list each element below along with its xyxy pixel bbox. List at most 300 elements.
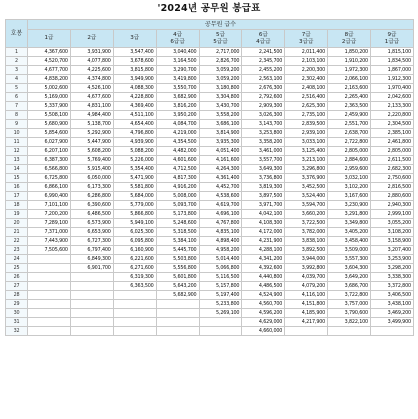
salary-cell xyxy=(28,264,71,273)
table-row xyxy=(6,210,414,219)
salary-cell: 3,102,200 xyxy=(328,183,371,192)
salary-cell: 5,779,000 xyxy=(113,201,156,210)
salary-cell: 2,676,300 xyxy=(242,84,285,93)
salary-cell: 3,558,200 xyxy=(199,111,242,120)
salary-cell: 3,253,800 xyxy=(242,129,285,138)
salary-cell: 5,337,900 xyxy=(28,102,71,111)
grade-header-secondary: 4급급 xyxy=(256,38,271,45)
salary-cell: 3,757,000 xyxy=(328,300,371,309)
salary-cell: 2,638,700 xyxy=(328,129,371,138)
table-row xyxy=(6,237,414,246)
grade-header-primary: 7급 xyxy=(301,31,311,38)
grade-header-secondary: 1급급 xyxy=(384,38,400,45)
salary-cell: 3,944,000 xyxy=(285,255,328,264)
step-cell: 29 xyxy=(6,300,28,309)
salary-cell: 4,108,300 xyxy=(242,219,285,228)
grade-header-3 xyxy=(113,30,156,48)
salary-cell xyxy=(371,327,414,336)
salary-cell: 4,831,100 xyxy=(70,102,113,111)
salary-cell: 4,354,500 xyxy=(156,138,199,147)
grade-header-primary: 4급 xyxy=(173,31,183,38)
salary-cell: 3,059,200 xyxy=(199,66,242,75)
salary-cell: 2,563,100 xyxy=(242,75,285,84)
salary-cell: 3,649,200 xyxy=(328,273,371,282)
salary-cell: 3,649,300 xyxy=(242,165,285,174)
salary-cell xyxy=(28,300,71,309)
salary-cell: 3,790,600 xyxy=(328,309,371,318)
salary-cell: 4,526,100 xyxy=(70,84,113,93)
salary-cell: 3,338,300 xyxy=(371,273,414,282)
salary-cell: 3,992,800 xyxy=(285,264,328,273)
salary-cell: 5,002,600 xyxy=(28,84,71,93)
salary-cell: 4,225,600 xyxy=(70,66,113,75)
salary-cell: 2,792,600 xyxy=(242,93,285,102)
table-row xyxy=(6,264,414,273)
salary-cell: 4,524,900 xyxy=(242,291,285,300)
salary-cell: 3,594,700 xyxy=(285,201,328,210)
salary-cell: 4,601,600 xyxy=(156,156,199,165)
salary-cell: 3,406,500 xyxy=(371,291,414,300)
salary-cell xyxy=(28,318,71,327)
salary-cell: 5,226,000 xyxy=(113,156,156,165)
salary-cell: 3,349,800 xyxy=(328,219,371,228)
table-row xyxy=(6,255,414,264)
salary-cell xyxy=(285,327,328,336)
salary-cell: 3,372,800 xyxy=(371,282,414,291)
salary-cell: 2,066,100 xyxy=(328,75,371,84)
salary-cell: 2,461,800 xyxy=(371,138,414,147)
salary-cell: 4,796,800 xyxy=(113,129,156,138)
step-cell: 4 xyxy=(6,75,28,84)
salary-cell: 7,505,600 xyxy=(28,246,71,255)
salary-cell: 3,180,800 xyxy=(199,84,242,93)
salary-cell: 2,459,900 xyxy=(328,111,371,120)
grade-header-primary: 9급 xyxy=(387,31,397,38)
salary-cell xyxy=(70,309,113,318)
grade-group-header: 공무원 급수 xyxy=(28,20,414,30)
step-column-header: 호봉 xyxy=(6,20,28,48)
salary-cell: 3,419,800 xyxy=(156,75,199,84)
salary-cell: 3,026,300 xyxy=(242,111,285,120)
salary-cell: 4,452,700 xyxy=(199,183,242,192)
table-row xyxy=(6,147,414,156)
step-cell: 1 xyxy=(6,48,28,57)
salary-cell: 3,950,200 xyxy=(156,111,199,120)
salary-cell: 4,172,000 xyxy=(242,228,285,237)
salary-cell: 2,625,300 xyxy=(285,102,328,111)
salary-cell: 5,384,100 xyxy=(156,237,199,246)
salary-cell: 3,722,500 xyxy=(285,219,328,228)
salary-cell: 4,341,200 xyxy=(242,255,285,264)
salary-cell: 4,077,800 xyxy=(70,57,113,66)
salary-cell: 4,596,200 xyxy=(242,309,285,318)
salary-cell: 5,503,800 xyxy=(156,255,199,264)
salary-cell: 1,970,400 xyxy=(371,84,414,93)
grade-header-4 xyxy=(156,30,199,48)
salary-cell: 5,093,700 xyxy=(156,201,199,210)
salary-cell: 3,686,700 xyxy=(328,282,371,291)
salary-cell: 4,486,500 xyxy=(242,282,285,291)
salary-cell: 7,443,900 xyxy=(28,237,71,246)
salary-cell xyxy=(156,327,199,336)
salary-cell: 2,200,300 xyxy=(285,66,328,75)
grade-header-primary: 3급 xyxy=(130,35,140,41)
salary-cell: 5,318,500 xyxy=(156,228,199,237)
salary-cell: 3,935,300 xyxy=(199,138,242,147)
salary-cell: 3,557,700 xyxy=(242,156,285,165)
salary-cell: 1,815,100 xyxy=(371,48,414,57)
salary-cell: 3,438,100 xyxy=(371,300,414,309)
salary-cell: 3,524,400 xyxy=(285,192,328,201)
salary-cell: 6,390,600 xyxy=(70,201,113,210)
table-row xyxy=(6,66,414,75)
step-cell: 26 xyxy=(6,273,28,282)
salary-cell: 4,538,600 xyxy=(199,192,242,201)
salary-cell: 5,088,200 xyxy=(113,147,156,156)
grade-header-6 xyxy=(242,30,285,48)
salary-cell: 6,173,300 xyxy=(70,183,113,192)
salary-cell: 4,984,400 xyxy=(70,111,113,120)
salary-cell: 4,511,100 xyxy=(113,111,156,120)
salary-cell: 4,712,500 xyxy=(156,165,199,174)
salary-cell: 6,027,900 xyxy=(28,138,71,147)
grade-header-primary: 5급 xyxy=(215,31,225,38)
salary-cell: 5,292,900 xyxy=(70,129,113,138)
salary-cell: 5,066,800 xyxy=(199,264,242,273)
table-row xyxy=(6,102,414,111)
salary-cell: 3,125,400 xyxy=(285,147,328,156)
salary-cell: 3,461,000 xyxy=(242,147,285,156)
grade-header-row xyxy=(6,30,414,48)
salary-cell: 3,949,900 xyxy=(113,75,156,84)
step-cell: 21 xyxy=(6,228,28,237)
salary-cell: 5,684,000 xyxy=(113,192,156,201)
salary-cell: 6,725,800 xyxy=(28,174,71,183)
salary-cell: 2,241,500 xyxy=(242,48,285,57)
salary-cell xyxy=(113,291,156,300)
salary-cell: 3,722,800 xyxy=(328,291,371,300)
step-cell: 28 xyxy=(6,291,28,300)
step-cell: 13 xyxy=(6,156,28,165)
salary-cell: 3,230,900 xyxy=(328,201,371,210)
table-row xyxy=(6,120,414,129)
salary-cell: 5,915,400 xyxy=(70,165,113,174)
salary-cell: 2,304,500 xyxy=(371,120,414,129)
salary-cell: 6,573,900 xyxy=(70,219,113,228)
salary-cell: 3,358,200 xyxy=(242,138,285,147)
salary-cell: 6,221,600 xyxy=(113,255,156,264)
step-cell: 22 xyxy=(6,237,28,246)
salary-cell: 2,133,300 xyxy=(371,102,414,111)
salary-cell xyxy=(199,318,242,327)
salary-cell: 3,059,200 xyxy=(199,75,242,84)
salary-cell: 3,822,100 xyxy=(328,318,371,327)
step-cell: 30 xyxy=(6,309,28,318)
salary-cell: 3,430,700 xyxy=(199,102,242,111)
salary-cell: 2,265,400 xyxy=(328,93,371,102)
salary-cell: 2,385,100 xyxy=(371,129,414,138)
salary-cell: 4,217,900 xyxy=(285,318,328,327)
salary-table xyxy=(5,19,414,336)
table-row xyxy=(6,228,414,237)
salary-cell: 5,508,100 xyxy=(28,111,71,120)
step-cell: 31 xyxy=(6,318,28,327)
salary-cell: 5,014,400 xyxy=(199,255,242,264)
salary-cell: 3,604,300 xyxy=(328,264,371,273)
grade-header-primary: 2급 xyxy=(87,35,97,41)
salary-cell: 3,814,900 xyxy=(199,129,242,138)
salary-cell xyxy=(28,291,71,300)
salary-cell: 5,354,400 xyxy=(113,165,156,174)
salary-cell: 3,213,100 xyxy=(285,156,328,165)
salary-cell: 3,547,400 xyxy=(113,48,156,57)
step-cell: 8 xyxy=(6,111,28,120)
salary-cell: 6,566,800 xyxy=(28,165,71,174)
salary-cell: 5,233,800 xyxy=(199,300,242,309)
salary-cell: 4,051,400 xyxy=(199,147,242,156)
salary-cell: 5,138,700 xyxy=(70,120,113,129)
salary-cell xyxy=(113,309,156,318)
salary-cell: 4,838,200 xyxy=(28,75,71,84)
table-row xyxy=(6,174,414,183)
step-cell: 9 xyxy=(6,120,28,129)
table-row xyxy=(6,93,414,102)
salary-cell xyxy=(28,282,71,291)
salary-cell: 4,084,700 xyxy=(156,120,199,129)
salary-cell: 3,660,200 xyxy=(285,210,328,219)
salary-cell: 3,158,900 xyxy=(371,237,414,246)
salary-cell: 5,248,600 xyxy=(156,219,199,228)
salary-cell: 2,826,700 xyxy=(199,57,242,66)
table-row xyxy=(6,138,414,147)
salary-cell: 4,116,100 xyxy=(285,291,328,300)
grade-header-2 xyxy=(70,30,113,48)
salary-cell: 2,363,500 xyxy=(328,102,371,111)
salary-cell: 4,916,200 xyxy=(156,183,199,192)
salary-cell: 2,682,300 xyxy=(371,165,414,174)
step-cell: 10 xyxy=(6,129,28,138)
salary-cell: 6,025,300 xyxy=(113,228,156,237)
salary-cell: 4,374,800 xyxy=(70,75,113,84)
salary-cell xyxy=(70,282,113,291)
salary-cell: 2,302,400 xyxy=(285,75,328,84)
salary-cell: 2,516,400 xyxy=(285,93,328,102)
salary-cell: 3,458,400 xyxy=(328,237,371,246)
salary-cell: 3,296,800 xyxy=(285,165,328,174)
grade-header-1 xyxy=(28,30,71,48)
salary-cell: 5,608,200 xyxy=(70,147,113,156)
step-cell: 24 xyxy=(6,255,28,264)
salary-cell xyxy=(199,327,242,336)
salary-cell: 4,231,900 xyxy=(242,237,285,246)
salary-cell: 5,008,000 xyxy=(156,192,199,201)
salary-cell: 3,815,800 xyxy=(113,66,156,75)
grade-header-7 xyxy=(285,30,328,48)
salary-cell: 4,898,400 xyxy=(199,237,242,246)
salary-cell: 6,849,300 xyxy=(70,255,113,264)
salary-cell: 2,103,100 xyxy=(285,57,328,66)
salary-cell: 3,686,100 xyxy=(199,120,242,129)
salary-cell: 3,253,900 xyxy=(371,255,414,264)
salary-cell xyxy=(156,318,199,327)
grade-header-secondary: 5급급 xyxy=(213,38,228,45)
table-row xyxy=(6,282,414,291)
grade-header-primary: 6급 xyxy=(258,31,268,38)
salary-cell: 1,850,200 xyxy=(328,48,371,57)
salary-cell: 3,304,800 xyxy=(199,93,242,102)
salary-cell: 2,959,600 xyxy=(328,165,371,174)
salary-cell: 2,939,100 xyxy=(285,129,328,138)
salary-cell: 4,151,800 xyxy=(285,300,328,309)
salary-cell: 4,219,000 xyxy=(156,129,199,138)
salary-cell: 5,556,800 xyxy=(156,264,199,273)
salary-cell: 5,445,700 xyxy=(156,246,199,255)
grade-header-9 xyxy=(371,30,414,48)
salary-cell: 4,392,600 xyxy=(242,264,285,273)
salary-cell: 2,816,500 xyxy=(371,183,414,192)
salary-cell: 3,931,900 xyxy=(70,48,113,57)
salary-cell xyxy=(70,273,113,282)
salary-cell: 2,163,600 xyxy=(328,84,371,93)
salary-cell: 2,408,100 xyxy=(285,84,328,93)
salary-cell: 4,619,700 xyxy=(199,201,242,210)
salary-cell: 6,207,100 xyxy=(28,147,71,156)
salary-cell: 2,880,600 xyxy=(371,192,414,201)
step-cell: 2 xyxy=(6,57,28,66)
salary-cell: 4,264,300 xyxy=(199,165,242,174)
salary-cell xyxy=(328,327,371,336)
salary-cell: 3,682,900 xyxy=(156,93,199,102)
salary-cell: 6,486,500 xyxy=(70,210,113,219)
salary-cell: 1,834,500 xyxy=(371,57,414,66)
salary-cell: 5,447,900 xyxy=(70,138,113,147)
salary-cell: 4,520,700 xyxy=(28,57,71,66)
salary-cell: 2,909,300 xyxy=(242,102,285,111)
salary-cell: 4,039,700 xyxy=(285,273,328,282)
salary-cell: 4,560,700 xyxy=(242,300,285,309)
table-row xyxy=(6,75,414,84)
salary-cell: 5,854,600 xyxy=(28,129,71,138)
salary-cell xyxy=(28,327,71,336)
salary-cell: 3,736,800 xyxy=(242,174,285,183)
step-cell: 18 xyxy=(6,201,28,210)
table-row xyxy=(6,156,414,165)
salary-cell: 3,469,200 xyxy=(371,309,414,318)
salary-cell: 4,660,000 xyxy=(242,327,285,336)
step-cell: 16 xyxy=(6,183,28,192)
table-row xyxy=(6,273,414,282)
step-cell: 17 xyxy=(6,192,28,201)
salary-cell: 3,971,700 xyxy=(242,201,285,210)
salary-cell: 7,200,200 xyxy=(28,210,71,219)
salary-cell xyxy=(70,327,113,336)
salary-cell: 3,897,500 xyxy=(242,192,285,201)
salary-cell: 4,367,600 xyxy=(28,48,71,57)
step-cell: 23 xyxy=(6,246,28,255)
salary-cell: 3,290,700 xyxy=(156,66,199,75)
salary-cell: 3,298,200 xyxy=(371,264,414,273)
table-row xyxy=(6,327,414,336)
salary-cell: 6,095,800 xyxy=(113,237,156,246)
salary-cell: 4,088,300 xyxy=(113,84,156,93)
salary-cell: 2,042,600 xyxy=(371,93,414,102)
salary-cell: 3,816,200 xyxy=(156,102,199,111)
grade-header-5 xyxy=(199,30,242,48)
salary-cell: 3,550,700 xyxy=(156,84,199,93)
step-cell: 20 xyxy=(6,219,28,228)
salary-cell xyxy=(70,300,113,309)
salary-cell: 3,452,500 xyxy=(285,183,328,192)
table-row xyxy=(6,57,414,66)
table-row xyxy=(6,84,414,93)
salary-cell: 6,727,300 xyxy=(70,237,113,246)
step-cell: 27 xyxy=(6,282,28,291)
salary-cell: 4,835,100 xyxy=(199,228,242,237)
salary-cell: 2,345,700 xyxy=(242,57,285,66)
salary-cell: 4,288,100 xyxy=(242,246,285,255)
salary-cell: 3,167,600 xyxy=(328,192,371,201)
salary-cell: 7,101,100 xyxy=(28,201,71,210)
salary-cell: 2,011,400 xyxy=(285,48,328,57)
table-row xyxy=(6,129,414,138)
salary-cell xyxy=(28,309,71,318)
salary-cell: 3,055,200 xyxy=(371,219,414,228)
step-cell: 14 xyxy=(6,165,28,174)
salary-cell: 5,949,100 xyxy=(113,219,156,228)
salary-cell: 3,108,200 xyxy=(371,228,414,237)
salary-cell: 2,722,800 xyxy=(328,138,371,147)
grade-header-primary: 8급 xyxy=(344,31,354,38)
table-row xyxy=(6,291,414,300)
salary-cell: 6,319,300 xyxy=(113,273,156,282)
salary-cell: 5,769,400 xyxy=(70,156,113,165)
grade-header-secondary: 2급급 xyxy=(341,38,357,45)
salary-cell xyxy=(113,318,156,327)
salary-cell xyxy=(113,327,156,336)
table-row xyxy=(6,192,414,201)
salary-cell: 2,884,600 xyxy=(328,156,371,165)
table-row xyxy=(6,165,414,174)
salary-cell xyxy=(28,255,71,264)
salary-cell: 7,371,000 xyxy=(28,228,71,237)
step-cell: 6 xyxy=(6,93,28,102)
table-row xyxy=(6,48,414,57)
table-row xyxy=(6,246,414,255)
salary-cell: 5,173,800 xyxy=(156,210,199,219)
salary-cell: 3,405,200 xyxy=(328,228,371,237)
salary-cell: 6,653,900 xyxy=(70,228,113,237)
salary-cell: 6,286,800 xyxy=(70,192,113,201)
salary-cell: 2,839,500 xyxy=(285,120,328,129)
salary-cell: 3,509,000 xyxy=(328,246,371,255)
step-cell: 11 xyxy=(6,138,28,147)
grade-header-secondary: 3급급 xyxy=(299,38,314,45)
table-row xyxy=(6,111,414,120)
step-cell: 12 xyxy=(6,147,28,156)
salary-cell: 2,735,100 xyxy=(285,111,328,120)
salary-cell: 3,207,400 xyxy=(371,246,414,255)
step-cell: 5 xyxy=(6,84,28,93)
table-row xyxy=(6,183,414,192)
salary-cell: 1,972,300 xyxy=(328,66,371,75)
salary-cell: 5,197,400 xyxy=(199,291,242,300)
salary-table-body xyxy=(6,48,414,336)
table-row xyxy=(6,219,414,228)
salary-cell: 5,601,800 xyxy=(156,273,199,282)
salary-cell: 4,696,100 xyxy=(199,210,242,219)
salary-cell: 3,782,000 xyxy=(285,228,328,237)
salary-cell: 2,455,200 xyxy=(242,66,285,75)
